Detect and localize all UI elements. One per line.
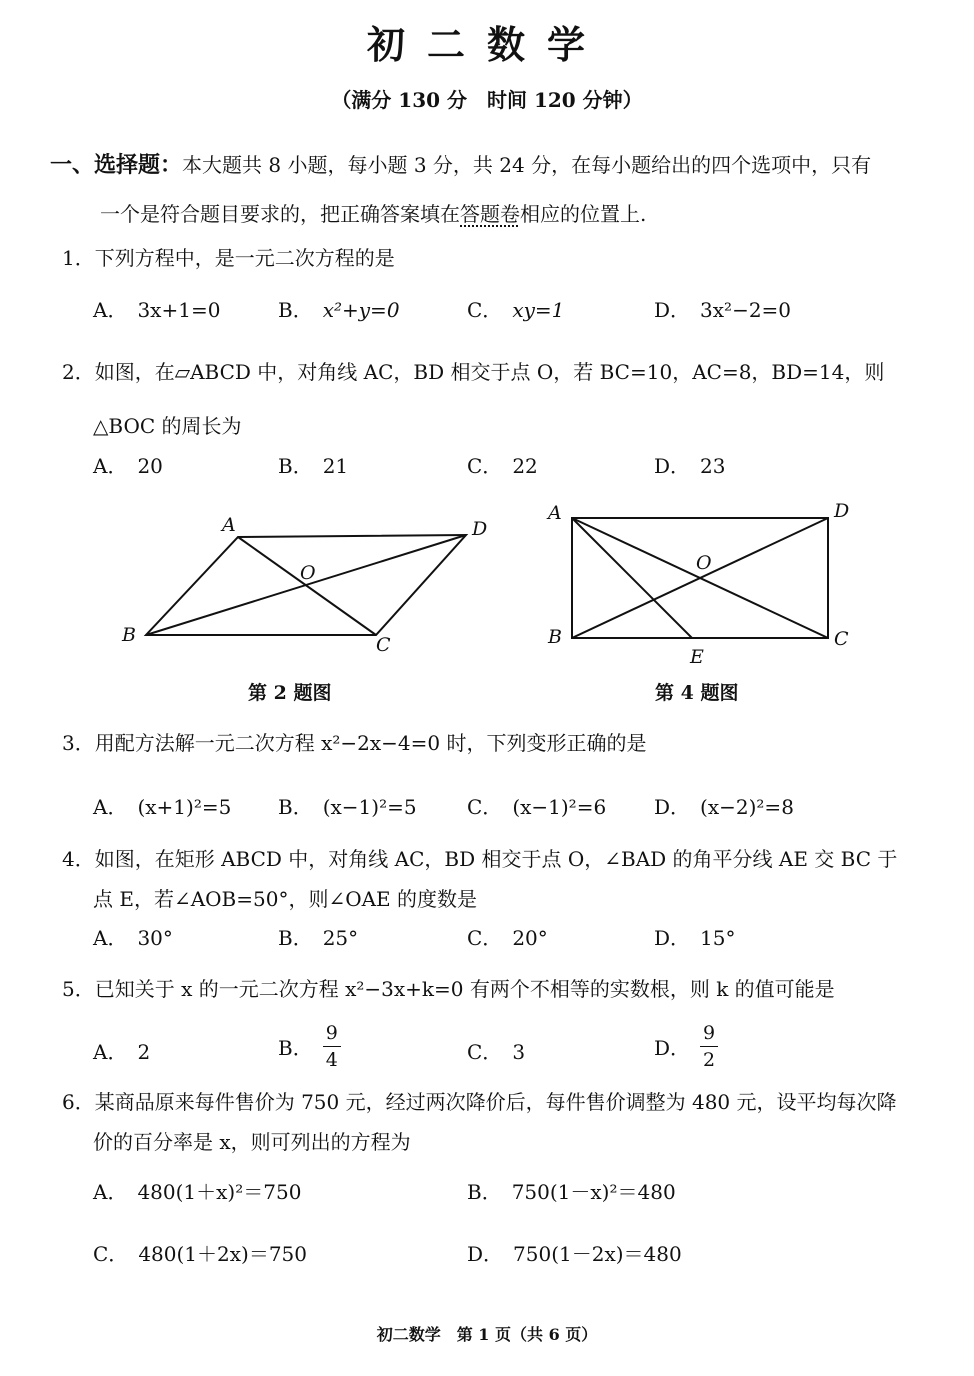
bisector-ae xyxy=(572,518,692,638)
option-label: A． xyxy=(93,926,128,950)
option-label: D． xyxy=(654,926,691,950)
option-label: B． xyxy=(467,1180,502,1204)
figure-2-parallelogram xyxy=(110,505,510,655)
q6-option-b xyxy=(467,1176,676,1205)
option-text: xy=1 xyxy=(512,298,565,322)
q6-option-c xyxy=(93,1238,307,1267)
option-label: B． xyxy=(278,926,313,950)
option-label: A． xyxy=(93,1180,128,1204)
option-label: A． xyxy=(93,1040,128,1064)
option-text: 480(1＋2x)＝750 xyxy=(138,1242,307,1266)
q5-option-c xyxy=(467,1036,525,1065)
q2-option-a xyxy=(93,450,163,479)
q3-option-b xyxy=(278,791,417,820)
option-label: A． xyxy=(93,795,128,819)
vertex-label-e: E xyxy=(690,646,704,668)
option-label: B． xyxy=(278,454,313,478)
q4-option-c xyxy=(467,922,548,951)
vertex-label-c: C xyxy=(834,628,849,650)
page-title: 初二数学 xyxy=(366,22,607,67)
option-text: (x−1)²=6 xyxy=(512,795,607,819)
option-text: 22 xyxy=(512,454,538,478)
diagonal-ac xyxy=(238,537,376,635)
section-number: 一、 xyxy=(50,152,95,178)
option-text: 3x+1=0 xyxy=(137,298,221,322)
vertex-label-d: D xyxy=(834,500,850,522)
q1-option-d xyxy=(654,294,791,323)
q1-option-c xyxy=(467,294,564,323)
question-5-stem: 5．已知关于 x 的一元二次方程 x²−3x+k=0 有两个不相等的实数根，则 k 的值可能是 xyxy=(62,977,835,1001)
option-label: C． xyxy=(467,795,503,819)
fraction-denominator: 4 xyxy=(325,1049,338,1071)
fraction-numerator: 9 xyxy=(700,1020,718,1047)
fraction-nine-fourths xyxy=(323,1020,341,1073)
option-label: D． xyxy=(467,1242,504,1266)
vertex-label-b: B xyxy=(122,624,136,646)
q4-option-d xyxy=(654,922,736,951)
option-label: B． xyxy=(278,1036,313,1060)
q2-option-c xyxy=(467,450,538,479)
option-text: 21 xyxy=(322,454,349,478)
question-6-stem-line1: 6．某商品原来每件售价为 750 元，经过两次降价后，每件售价调整为 480 元，设平均每次降 xyxy=(62,1090,897,1114)
intro-part-c: 相应的位置上. xyxy=(520,202,647,226)
option-text: 25° xyxy=(322,926,359,950)
figure-4-rectangle xyxy=(540,495,870,670)
q2-option-d xyxy=(654,450,726,479)
option-label: D． xyxy=(654,1036,691,1060)
option-text: 20 xyxy=(137,454,163,478)
section-intro-line1: 本大题共 8 小题，每小题 3 分，共 24 分，在每小题给出的四个选项中，只有 xyxy=(182,153,872,177)
q6-option-d xyxy=(467,1238,682,1267)
vertex-label-o: O xyxy=(696,552,712,574)
page-footer: 初二数学 第 1 页（共 6 页） xyxy=(376,1325,598,1344)
q5-option-a xyxy=(93,1036,150,1065)
option-text: (x+1)²=5 xyxy=(137,795,232,819)
vertex-label-d: D xyxy=(472,518,488,540)
option-label: C． xyxy=(93,1242,129,1266)
question-4-stem-line1: 4．如图，在矩形 ABCD 中，对角线 AC，BD 相交于点 O，∠BAD 的角平分线 AE 交 BC 于 xyxy=(62,847,898,871)
option-text: 20° xyxy=(512,926,548,950)
q6-option-a xyxy=(93,1176,301,1205)
intro-part-a: 一个是符合题目要求的，把正确答案填在 xyxy=(100,202,460,226)
fraction-denominator: 2 xyxy=(703,1049,716,1071)
option-text: 30° xyxy=(137,926,173,950)
q1-option-a xyxy=(93,294,220,323)
q4-option-b xyxy=(278,922,358,951)
q1-option-b xyxy=(278,294,400,323)
option-label: A． xyxy=(93,298,128,322)
question-4-stem-line2: 点 E，若∠AOB=50°，则∠OAE 的度数是 xyxy=(93,887,478,911)
section-heading xyxy=(50,148,871,179)
option-text: 750(1－x)²＝480 xyxy=(511,1180,676,1204)
fraction-numerator: 9 xyxy=(323,1020,341,1047)
question-1-stem: 1．下列方程中，是一元二次方程的是 xyxy=(62,246,395,270)
intro-emphasis: 答题卷 xyxy=(460,202,520,226)
vertex-label-a: A xyxy=(548,502,562,524)
q5-option-d xyxy=(654,1020,718,1073)
option-text: 3x²−2=0 xyxy=(700,298,792,322)
q2-option-b xyxy=(278,450,348,479)
figure-2-caption: 第 2 题图 xyxy=(248,682,332,704)
vertex-label-b: B xyxy=(548,626,562,648)
q5-option-b xyxy=(278,1020,341,1073)
vertex-label-o: O xyxy=(300,562,316,584)
vertex-label-c: C xyxy=(376,634,391,655)
question-2-stem-line2: △BOC 的周长为 xyxy=(93,414,242,438)
option-text: 15° xyxy=(700,926,736,950)
option-label: C． xyxy=(467,926,503,950)
q3-option-a xyxy=(93,791,231,820)
question-6-stem-line2: 价的百分率是 x，则可列出的方程为 xyxy=(93,1130,411,1154)
option-text: (x−2)²=8 xyxy=(700,795,794,819)
option-label: A． xyxy=(93,454,128,478)
option-label: B． xyxy=(278,298,313,322)
option-text: 480(1＋x)²＝750 xyxy=(137,1180,302,1204)
option-text: 2 xyxy=(137,1040,151,1064)
figure-4-caption: 第 4 题图 xyxy=(655,682,739,704)
option-label: C． xyxy=(467,454,503,478)
question-2-stem-line1: 2．如图，在▱ABCD 中，对角线 AC，BD 相交于点 O，若 BC=10，AC=8，BD=14，则 xyxy=(62,360,885,384)
option-text: 23 xyxy=(700,454,726,478)
option-text: (x−1)²=5 xyxy=(322,795,417,819)
option-label: B． xyxy=(278,795,313,819)
section-name: 选择题： xyxy=(94,152,183,178)
option-label: C． xyxy=(467,1040,503,1064)
option-label: D． xyxy=(654,795,691,819)
option-label: D． xyxy=(654,298,691,322)
option-label: C． xyxy=(467,298,503,322)
section-intro-line2 xyxy=(100,198,646,227)
option-text: 3 xyxy=(512,1040,526,1064)
q3-option-d xyxy=(654,791,794,820)
vertex-label-a: A xyxy=(222,514,236,536)
q3-option-c xyxy=(467,791,606,820)
question-3-stem: 3．用配方法解一元二次方程 x²−2x−4=0 时，下列变形正确的是 xyxy=(62,731,647,755)
fraction-nine-halves xyxy=(700,1020,718,1073)
option-label: D． xyxy=(654,454,691,478)
option-text: 750(1－2x)＝480 xyxy=(513,1242,682,1266)
q4-option-a xyxy=(93,922,173,951)
option-text: x²+y=0 xyxy=(322,298,400,322)
exam-subtitle: （满分 130 分 时间 120 分钟） xyxy=(331,88,643,112)
